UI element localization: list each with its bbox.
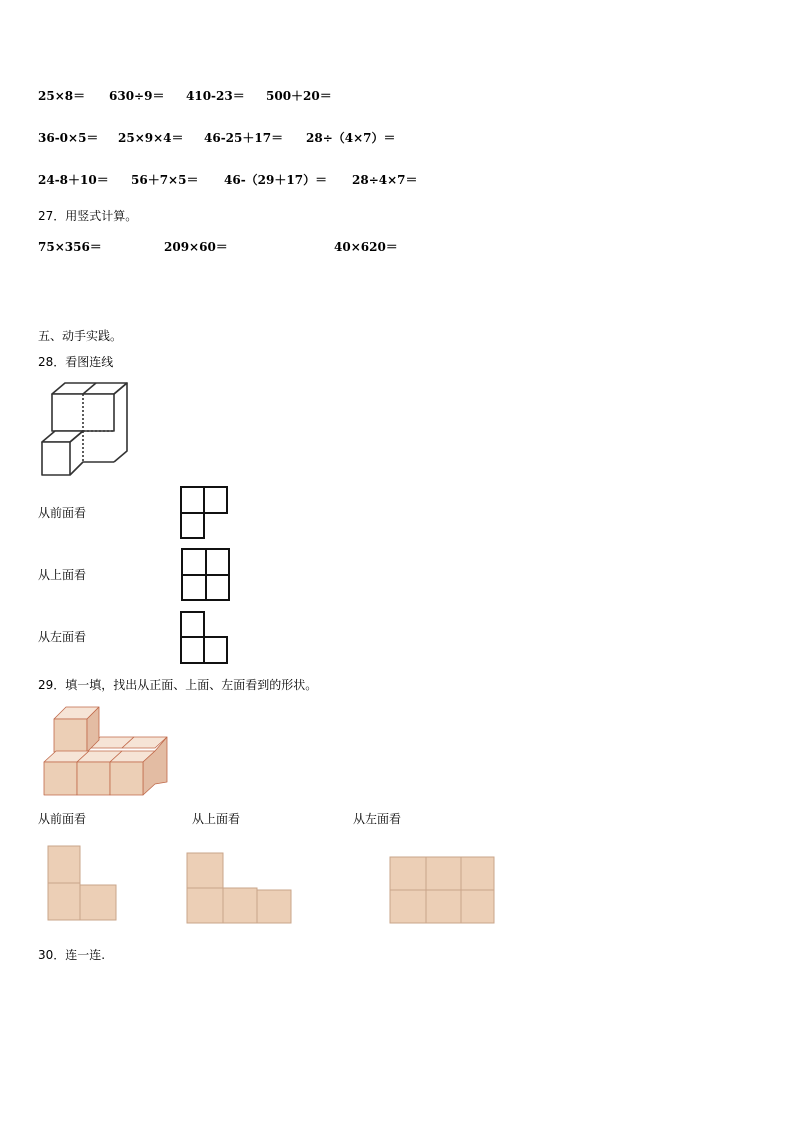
oral-r3-c3: 46-（29＋17）＝: [224, 173, 328, 187]
q28-label-top: 从上面看: [38, 568, 87, 582]
q28-label-left: 从左面看: [38, 630, 87, 644]
oral-r1-c1: 25×8＝: [38, 89, 86, 103]
q30-title: 30．连一连.: [38, 948, 106, 962]
q29-label-top: 从上面看: [192, 812, 241, 826]
q27-title: 27．用竖式计算。: [38, 209, 138, 223]
oral-r2-c1: 36-0×5＝: [38, 131, 99, 145]
oral-r1-c2: 630÷9＝: [109, 89, 165, 103]
oral-r2-c4: 28÷（4×7）＝: [306, 131, 396, 145]
q27-item-2: 209×60＝: [164, 240, 228, 254]
oral-r3-c4: 28÷4×7＝: [352, 173, 418, 187]
q28-view-b: [181, 548, 231, 602]
q27-item-1: 75×356＝: [38, 240, 102, 254]
q29-left-view: [389, 856, 497, 926]
q29-label-left: 从左面看: [353, 812, 402, 826]
q29-title: 29．填一填，找出从正面、上面、左面看到的形状。: [38, 678, 318, 692]
oral-r3-c1: 24-8＋10＝: [38, 173, 109, 187]
q28-view-c: [180, 611, 230, 665]
q29-label-front: 从前面看: [38, 812, 87, 826]
q27-item-3: 40×620＝: [334, 240, 398, 254]
oral-r1-c4: 500＋20＝: [266, 89, 332, 103]
q29-top-view: [186, 852, 294, 926]
q28-view-a: [180, 486, 230, 540]
oral-r1-c3: 410-23＝: [186, 89, 245, 103]
oral-r2-c3: 46-25＋17＝: [204, 131, 284, 145]
q28-title: 28．看图连线: [38, 355, 114, 369]
q29-front-view: [47, 845, 119, 923]
q29-cube-stack: [42, 704, 170, 798]
q28-label-front: 从前面看: [38, 506, 87, 520]
section5-title: 五、动手实践。: [38, 329, 123, 343]
q28-solid-figure: [36, 380, 132, 478]
oral-r2-c2: 25×9×4＝: [118, 131, 184, 145]
oral-r3-c2: 56＋7×5＝: [131, 173, 199, 187]
